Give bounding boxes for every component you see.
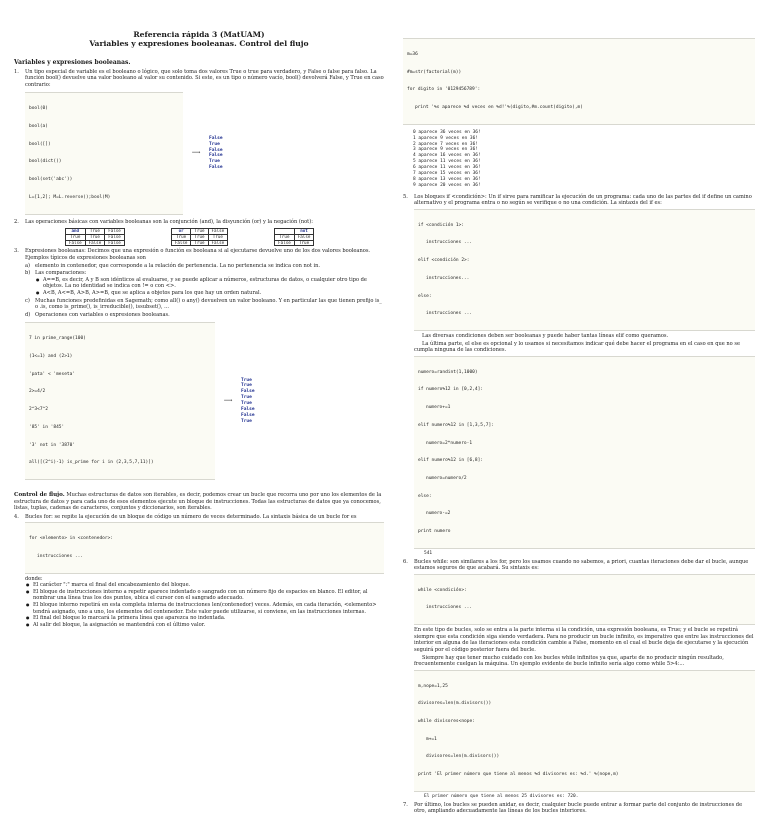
subitem-label: c)	[25, 297, 30, 304]
subitem-c	[25, 298, 384, 311]
code-line: L=[1,2]; M=L.reverse();bool(M)	[29, 194, 111, 200]
code-line: 7 in prime_range(100)	[29, 336, 86, 342]
code-line: print 'El primer número que tiene al menos %d divisores es: %d.' %(nope,m)	[418, 772, 619, 778]
subitem-text: Operaciones con variables o expresiones booleanas.	[35, 311, 170, 318]
left-column	[14, 0, 384, 628]
arrow-icon: ⟶	[223, 396, 233, 404]
output-line: El primer número que tiene al menos 25 divisores es: 720.	[424, 793, 579, 799]
table-cell: not	[294, 229, 314, 235]
item-number: 5.	[403, 193, 408, 200]
section-heading-booleans: Variables y expresiones booleanas.	[14, 59, 131, 66]
bullet-item: ● Al salir del bloque, la asignación se mantendrá con el último valor.	[25, 622, 384, 629]
flow-control-intro	[14, 492, 384, 512]
code-line: instrucciones ...	[426, 605, 473, 611]
table-cell: False	[66, 240, 86, 246]
page-subtitle: Variables y expresiones booleanas. Control del flujo	[89, 39, 309, 48]
subitem-d	[25, 312, 384, 319]
item-7	[403, 802, 755, 815]
code-line: if numero%12 in [0,2,4]:	[418, 387, 484, 393]
code-line: elif numero%12 in [6,8]:	[418, 458, 484, 464]
item-number: 7.	[403, 801, 408, 808]
result-value: True	[241, 401, 252, 407]
subitem-text: Muchas funciones predefinidas en Sagemath; como all() o any() devuelven un valor booleano. Y en particular las que tienen prefijo is_ o .is, como is_prime(), is_irreducible(), issubset(), ...	[35, 297, 382, 311]
paragraph: Las diversas condiciones deben ser booleanas y puede haber tantas líneas elif como queramos.	[422, 333, 669, 340]
subitem-a	[25, 263, 384, 270]
output-block	[403, 130, 755, 189]
code-line: #m=str(factorial(m))	[407, 69, 462, 75]
table-cell: or	[171, 229, 191, 235]
item-3	[14, 248, 384, 482]
item-number: 4.	[14, 513, 19, 520]
result-value: False	[241, 389, 255, 395]
code-line: bool(dict())	[29, 159, 62, 165]
result-value: False	[209, 147, 223, 153]
bool-example	[25, 90, 384, 216]
code-block	[414, 670, 755, 792]
result-list	[209, 136, 223, 171]
table-cell: False	[105, 234, 125, 240]
paragraph: La última parte, el else es opcional y lo usamos si necesitamos indicar qué debe hacer el programa en el caso en que no se cumpla ninguna de las condiciones.	[414, 340, 740, 354]
result-value: True	[209, 159, 220, 165]
code-line: numero-=2	[426, 511, 451, 517]
subitem-label: d)	[25, 311, 31, 318]
table-cell: False	[105, 229, 125, 235]
table-cell: True	[275, 234, 295, 240]
code-line: instrucciones ...	[37, 553, 84, 559]
code-line: while divisores<nope:	[418, 719, 475, 724]
output-line: 5 aparece 11 veces en 36!	[413, 159, 481, 165]
code-block	[25, 92, 183, 214]
not-table	[274, 228, 314, 246]
paragraph: En este tipo de bucles, solo se entra a la parte interna si la condición, una expresión booleana, es True; y el bucle se repetirá siempre que esta condición siga siendo verdadera. Para no producir un bucle infinito, es imperativo que entre las instrucciones del interior en alguna de las iteraciones esta condición cambie a False, momento en el cual el bucle deja de ejecutarse y la ejecución seguirá por el código posterior fuera del bucle.	[414, 627, 754, 653]
item-number: 3.	[14, 248, 19, 255]
output-line: 4 aparece 16 veces en 36!	[413, 153, 481, 159]
item-4	[14, 514, 384, 629]
output-line: 541	[424, 550, 433, 556]
table-cell: False	[105, 240, 125, 246]
output-line: 1 aparece 9 veces en 36!	[413, 135, 479, 141]
output-line: 6 aparece 11 veces en 36!	[413, 165, 481, 171]
code-line: divisores=len(m.divisors())	[418, 701, 492, 707]
code-line: numero=2*numero-1	[426, 440, 473, 446]
output-line: 0 aparece 36 veces en 36!	[413, 129, 481, 135]
bullet-item: ● El bloque de instrucciones interno a repetir aparece indentado o sangrado con un número fijo de espacios en blanco. El editor, al nombrar una línea tras los dos puntos, ubica el cursor con el sangrado adecuado.	[25, 589, 384, 602]
result-value: True	[209, 141, 220, 147]
code-block	[414, 356, 755, 549]
item-2	[14, 219, 384, 247]
boolean-expressions-example	[25, 320, 384, 482]
code-line: bool(a)	[29, 123, 48, 129]
output-line: 9 aparece 20 veces en 36!	[413, 182, 481, 188]
code-line: bool(0)	[29, 106, 48, 112]
bullet-item: ● El final del bloque lo marcará la primera línea que aparezca no indentada.	[25, 615, 384, 622]
item-6	[403, 559, 755, 572]
code-line: bool(set('abc'))	[29, 177, 73, 183]
table-cell: and	[66, 229, 86, 235]
section-heading-flow: Control de flujo.	[14, 491, 65, 498]
subitem-b	[25, 270, 384, 296]
item-text: Las operaciones básicas con variables booleanas son la conjunción (and), la disyunción (or) y la negación (not):	[25, 218, 313, 225]
result-value: True	[241, 395, 252, 401]
code-line: '3' not in '3870'	[29, 442, 76, 448]
table-cell: False	[208, 240, 228, 246]
code-line: '85' in '845'	[29, 424, 65, 430]
result-value: True	[241, 383, 252, 389]
code-line: print numero	[418, 529, 451, 535]
code-line: m=36	[407, 51, 418, 57]
code-line: instrucciones ...	[426, 240, 473, 246]
subitem-label: b)	[25, 270, 31, 277]
result-value: True	[241, 377, 252, 383]
code-line: instrucciones...	[426, 275, 470, 281]
item-1	[14, 69, 384, 217]
code-line: bool([])	[29, 141, 51, 147]
code-line: for digito in '0129456789':	[407, 87, 481, 93]
truth-tables	[65, 228, 384, 246]
label-donde: donde:	[25, 575, 43, 582]
result-value: True	[241, 418, 252, 424]
bullet-item: ● El carácter ":" marca el final del encabezamiento del bloque.	[25, 582, 384, 589]
result-list	[241, 378, 255, 425]
code-line: numero=randint(1,1000)	[418, 369, 478, 375]
code-line: instrucciones ...	[426, 311, 473, 317]
code-line: 2^3<7^2	[29, 407, 48, 413]
page-title: Referencia rápida 3 (MatUAM)	[133, 30, 265, 39]
subitem-text: Las comparaciones:	[35, 270, 87, 277]
code-line: elif <condición 2>:	[418, 258, 470, 264]
code-block	[414, 209, 755, 331]
item-text: Por último, los bucles se pueden anidar, es decir, cualquier bucle puede entrar a formar parte del conjunto de instrucciones de otro, ampliando adecuadamente las líneas de los bucles interiores.	[414, 801, 743, 815]
while-explanation	[403, 627, 755, 668]
code-line: else:	[418, 493, 432, 499]
table-cell: False	[171, 240, 191, 246]
bullet-item: ● El bloque interno repetirá en esta completa interna de instrucciones len(contenedor) veces. Además, en cada iteración, <elemento> tendrá asignado, uno a uno, los elementos del contenedor. Este valor puede utilizarse, si conviene, en las instrucciones internas.	[25, 602, 384, 615]
table-cell: True	[191, 240, 208, 246]
code-line: elif numero%12 in [1,3,5,7]:	[418, 422, 494, 428]
paragraph: Siempre hay que tener mucho cuidado con los bucles while infinitos ya que, aparte de no producir ningún resultado, frecuentemente cuelgan la máquina. Un ejemplo evidente de bucle infinito sería algo como while 5>4:...	[414, 654, 724, 668]
code-line: for <elemento> in <contenedor>:	[29, 536, 113, 542]
code-block	[25, 322, 215, 480]
code-line: 'pata' < 'meseta'	[29, 371, 76, 377]
code-block	[414, 574, 755, 625]
table-cell: True	[66, 234, 86, 240]
code-line: 2>=4/2	[29, 389, 46, 395]
table-cell: True	[294, 240, 314, 246]
code-line: numero=numero/2	[426, 475, 467, 481]
result-value: False	[209, 165, 223, 171]
code-line: else:	[418, 293, 432, 299]
output-line: 2 aparece 7 veces en 36!	[413, 141, 479, 147]
code-line: divisores=len(m.divisors())	[426, 754, 500, 760]
table-cell: True	[85, 234, 105, 240]
subitem-label: a)	[25, 262, 31, 269]
output-line: 3 aparece 9 veces en 36!	[413, 147, 479, 153]
code-line: numero+=1	[426, 405, 451, 411]
or-table	[171, 228, 228, 246]
code-line: all([(2^i)-1) is_prime for i in (2,3,5,7,11)])	[29, 460, 154, 466]
right-column	[403, 0, 755, 815]
code-block	[25, 522, 384, 573]
code-block	[403, 38, 755, 125]
subitem-text: elemento in contenedor, que corresponde a la relación de pertenencia. La no pertenencia se indica con not in.	[35, 262, 321, 269]
table-cell: True	[208, 234, 228, 240]
table-cell: False	[294, 234, 314, 240]
item-5	[403, 194, 755, 557]
result-value: False	[241, 407, 255, 413]
item-text: Expresiones booleanas: Decimos que una expresión o función es booleana si al ejecutarse devuelve uno de los dos valores booleanos. Ejemplos típicos de expresiones booleanas son	[25, 248, 371, 262]
table-cell: False	[275, 240, 295, 246]
result-value: False	[241, 413, 255, 419]
code-line: if <condición 1>:	[418, 222, 465, 228]
item-text: Los bloques if <condición>: Un if sirve para ramificar la ejecución de un programa: cada uno de las partes del if define un camino alternativo y el programa entra o no según se verifique o no una condición. La sintaxis del if es:	[414, 193, 752, 207]
result-value: False	[209, 153, 223, 159]
paragraph: Muchas estructuras de datos son iterables, es decir, podemos crear un bucle que recorra uno por uno los elementos de la estructura de datos y para cada uno de esos elementos ejecute un bloque de instrucciones. Todas las estructuras de datos que ya conocemos, listas, tuplas, cadenas de caracteres, conjuntos y diccionarios, son iterables.	[14, 491, 382, 512]
table-cell: True	[191, 229, 208, 235]
item-text: Bucles while: son similares a los for, pero los usamos cuando no sabemos, a priori, cuantas iteraciones debe dar el bucle, aunque estamos seguros de que acabará. Su sintaxis es:	[414, 558, 749, 572]
item-text: Bucles for: se repite la ejecución de un bloque de código un número de veces determinado. La sintaxis básica de un bucle for es	[25, 513, 357, 520]
bullet-item: ● A<B, A<=B, A>B, A>=B, que se aplica a objetos para los que hay un orden natural.	[35, 290, 384, 297]
table-cell: True	[171, 234, 191, 240]
table-cell: False	[85, 240, 105, 246]
item-number: 6.	[403, 558, 408, 565]
output-line: 8 aparece 13 veces en 36!	[413, 176, 481, 182]
result-value: False	[209, 135, 223, 141]
code-line: (1<=1) and (2>1)	[29, 353, 73, 359]
code-line: m+=1	[426, 736, 437, 742]
table-cell: True	[191, 234, 208, 240]
table-cell: True	[85, 229, 105, 235]
and-table	[65, 228, 125, 246]
bullet-item: ● A==B, es decir, A y B son idénticos al evaluarse, y se puede aplicar a números, estructuras de datos, o cualquier otro tipo de objetos. La no identidad se indica con != o con <>.	[35, 277, 384, 290]
item-number: 1.	[14, 68, 19, 75]
item-number: 2.	[14, 218, 19, 225]
item-text: Un tipo especial de variable es el booleano o lógico, que solo toma dos valores True o true para verdadero, y False o false para falso. La función bool() devuelve una valor booleano al valor su contenido. Si este, es un tipo o número vacío, bool() devolverá False, y True en caso contrario:	[25, 68, 384, 88]
code-line: m,nope=1,25	[418, 683, 448, 689]
output-line: 7 aparece 15 veces en 36!	[413, 171, 481, 177]
code-line: while <condición>:	[418, 587, 467, 593]
code-line: print '%s aparece %d veces en %d!'%(digito,#m.count(digito),m)	[415, 104, 583, 110]
arrow-icon: ⟶	[191, 149, 201, 157]
table-cell: False	[208, 229, 228, 235]
